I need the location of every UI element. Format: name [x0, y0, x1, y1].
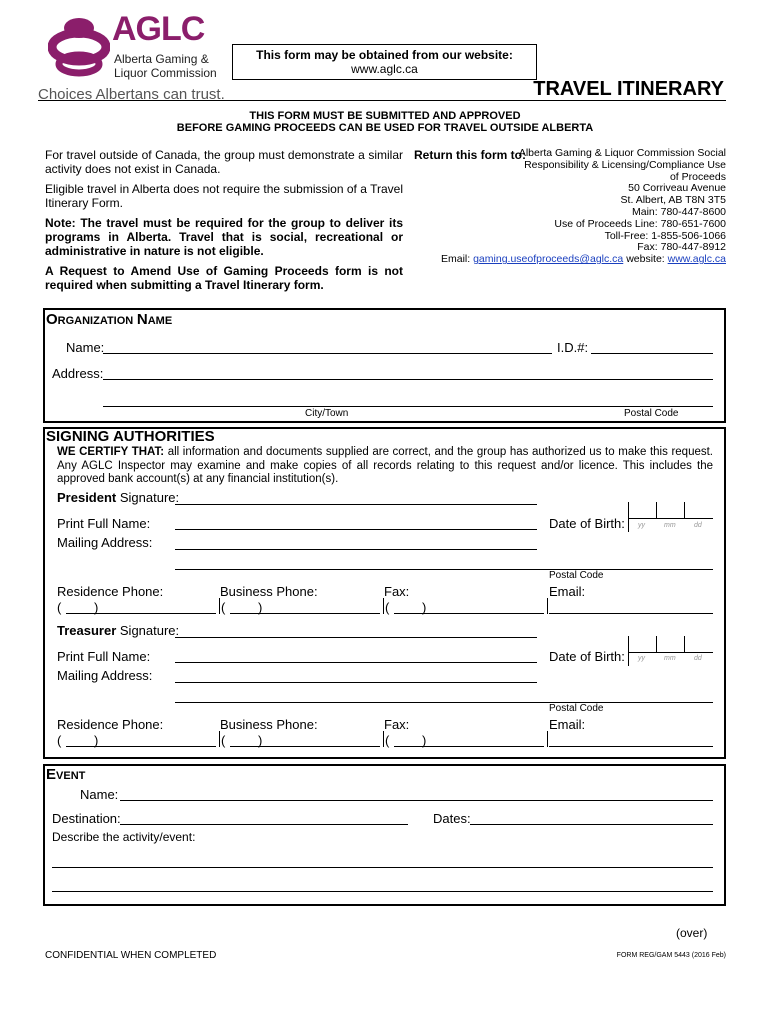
president-mailing-label: Mailing Address: [57, 535, 153, 550]
president-dob-label: Date of Birth: [549, 516, 625, 531]
org-address-line2-input[interactable] [103, 392, 713, 407]
return-line3: of Proceeds [669, 170, 726, 183]
paren-close: ) [258, 733, 263, 748]
field-divider [219, 731, 220, 747]
website-box-line1: This form may be obtained from our website: [256, 48, 513, 62]
return-label: Return this form to: [414, 148, 526, 162]
event-describe-line1-input[interactable] [52, 853, 713, 868]
treasurer-fax-label: Fax: [384, 717, 410, 732]
president-dob-yy: yy [638, 522, 645, 529]
logo-name-line1: Alberta Gaming & [114, 52, 209, 66]
dob-divider [628, 636, 629, 666]
org-address-label: Address: [52, 366, 104, 381]
event-dates-label: Dates: [433, 811, 471, 826]
aglc-logo [48, 10, 218, 84]
treasurer-residence-label: Residence Phone: [57, 717, 164, 732]
notice-line2: BEFORE GAMING PROCEEDS CAN BE USED FOR TRAVEL OUTSIDE ALBERTA [176, 122, 594, 134]
treasurer-email-input[interactable] [549, 732, 713, 747]
return-line5: St. Albert, AB T8N 3T5 [620, 194, 726, 207]
certify-text: all information and documents supplied are correct, and the group has authorized us to make this request. Any AGLC Inspector may examine and make copies of all records relating to this request and/or licence. This includes the approved bank account(s) at any financial institution(s). [57, 446, 714, 485]
president-mailing-line2-input[interactable] [175, 555, 713, 570]
field-divider [219, 598, 220, 614]
org-id-input[interactable] [591, 339, 713, 354]
intro-para-2: Eligible travel in Alberta does not require the submission of a Travel Itinerary Form. [45, 182, 403, 210]
treasurer-business-label: Business Phone: [220, 717, 318, 732]
field-divider [547, 598, 548, 614]
paren-close: ) [422, 733, 427, 748]
treasurer-dob-dd: dd [694, 655, 702, 662]
event-name-label: Name: [80, 787, 119, 802]
dob-divider [628, 502, 629, 532]
event-destination-input[interactable] [120, 810, 408, 825]
submission-notice [0, 110, 770, 134]
paren-open: ( [57, 733, 62, 748]
president-email-input[interactable] [549, 599, 713, 614]
form-title: TRAVEL ITINERARY [533, 78, 724, 100]
event-describe-line2-input[interactable] [52, 877, 713, 892]
website-box-line2: www.aglc.ca [351, 62, 418, 76]
event-dates-input[interactable] [470, 810, 713, 825]
org-name-label: Name: [66, 340, 105, 355]
president-fax-label: Fax: [384, 584, 410, 599]
event-name-input[interactable] [120, 786, 713, 801]
paren-open: ( [57, 600, 62, 615]
paren-open: ( [221, 733, 226, 748]
return-line8: Toll-Free: 1-855-506-1066 [604, 229, 726, 242]
intro-amend-note: A Request to Amend Use of Gaming Proceeds form is not required when submitting a Travel Itinerary form. [45, 264, 403, 292]
logo-name-line2: Liquor Commission [114, 66, 217, 80]
org-postal-label: Postal Code [624, 408, 679, 419]
form-code: FORM REG/GAM 5443 (2016 Feb) [616, 952, 726, 959]
treasurer-fax-input[interactable] [394, 732, 544, 747]
field-divider [383, 598, 384, 614]
president-residence-input[interactable] [66, 599, 216, 614]
logo-acronym: AGLC [112, 10, 205, 48]
treasurer-dob-label: Date of Birth: [549, 649, 625, 664]
return-email-link[interactable]: gaming.useofproceeds@aglc.ca [473, 253, 624, 266]
org-address-input[interactable] [103, 365, 713, 380]
aglc-logo-mark [48, 16, 110, 78]
president-postal-label: Postal Code [549, 570, 604, 581]
organization-heading: ORGANIZATION NAME [46, 311, 173, 328]
org-id-label: I.D.#: [557, 340, 589, 355]
president-business-input[interactable] [230, 599, 380, 614]
certify-statement [57, 446, 713, 487]
president-name-input[interactable] [175, 515, 537, 530]
treasurer-dob-input[interactable] [630, 637, 712, 651]
treasurer-dob-yy: yy [638, 655, 645, 662]
return-line6: Main: 780-447-8600 [632, 205, 726, 218]
return-website-link[interactable]: www.aglc.ca [667, 253, 726, 266]
paren-close: ) [422, 600, 427, 615]
paren-close: ) [94, 733, 99, 748]
over-note: (over) [676, 926, 708, 940]
treasurer-email-label: Email: [549, 717, 586, 732]
certify-bold: WE CERTIFY THAT: [57, 446, 165, 458]
field-divider [547, 731, 548, 747]
paren-open: ( [385, 600, 390, 615]
president-business-label: Business Phone: [220, 584, 318, 599]
president-residence-label: Residence Phone: [57, 584, 164, 599]
paren-open: ( [221, 600, 226, 615]
treasurer-name-label: Print Full Name: [57, 649, 151, 664]
event-heading: EVENT [46, 766, 86, 783]
treasurer-signature-label: Treasurer Signature: [57, 623, 180, 638]
confidential-note: CONFIDENTIAL WHEN COMPLETED [45, 950, 217, 961]
president-signature-label: President Signature: [57, 490, 180, 505]
intro-note: Note: The travel must be required for the group to deliver its programs in Alberta. Travel that is social, recreational or administrative in nature is not eligible. [45, 216, 403, 258]
treasurer-mailing-input[interactable] [175, 668, 537, 683]
treasurer-residence-input[interactable] [66, 732, 216, 747]
return-email-label: Email: [440, 253, 471, 266]
president-mailing-input[interactable] [175, 535, 537, 550]
paren-close: ) [94, 600, 99, 615]
treasurer-name-input[interactable] [175, 648, 537, 663]
event-destination-label: Destination: [52, 811, 121, 826]
treasurer-postal-label: Postal Code [549, 703, 604, 714]
return-line7: Use of Proceeds Line: 780-651-7600 [554, 217, 726, 230]
treasurer-mailing-line2-input[interactable] [175, 688, 713, 703]
event-describe-label: Describe the activity/event: [52, 830, 196, 844]
logo-tagline: Choices Albertans can trust. [38, 86, 225, 103]
treasurer-signature-input[interactable] [175, 623, 537, 638]
president-fax-input[interactable] [394, 599, 544, 614]
signing-heading: SIGNING AUTHORITIES [46, 428, 215, 445]
president-dob-dd: dd [694, 522, 702, 529]
org-name-input[interactable] [103, 339, 552, 354]
org-city-label: City/Town [305, 408, 349, 419]
return-website-label: website: [626, 253, 665, 266]
return-address [426, 148, 726, 266]
return-line1: Alberta Gaming & Liquor Commission Social [518, 147, 726, 159]
treasurer-dob-mm: mm [664, 655, 676, 662]
paren-open: ( [385, 733, 390, 748]
return-contact [426, 254, 726, 266]
return-line4: 50 Corriveau Avenue [628, 182, 726, 195]
treasurer-mailing-label: Mailing Address: [57, 668, 153, 683]
president-name-label: Print Full Name: [57, 516, 151, 531]
website-box [232, 44, 537, 80]
paren-close: ) [258, 600, 263, 615]
notice-line1: THIS FORM MUST BE SUBMITTED AND APPROVED [249, 110, 521, 122]
president-email-label: Email: [549, 584, 586, 599]
return-line2: Responsibility & Licensing/Compliance Use [524, 158, 726, 171]
dob-underline [628, 652, 713, 653]
dob-underline [628, 518, 713, 519]
return-line9: Fax: 780-447-8912 [637, 241, 726, 254]
intro-para-1: For travel outside of Canada, the group must demonstrate a similar activity does not exist in Canada. [45, 148, 403, 176]
field-divider [383, 731, 384, 747]
president-dob-input[interactable] [630, 503, 712, 517]
treasurer-business-input[interactable] [230, 732, 380, 747]
president-signature-input[interactable] [175, 490, 537, 505]
president-dob-mm: mm [664, 522, 676, 529]
